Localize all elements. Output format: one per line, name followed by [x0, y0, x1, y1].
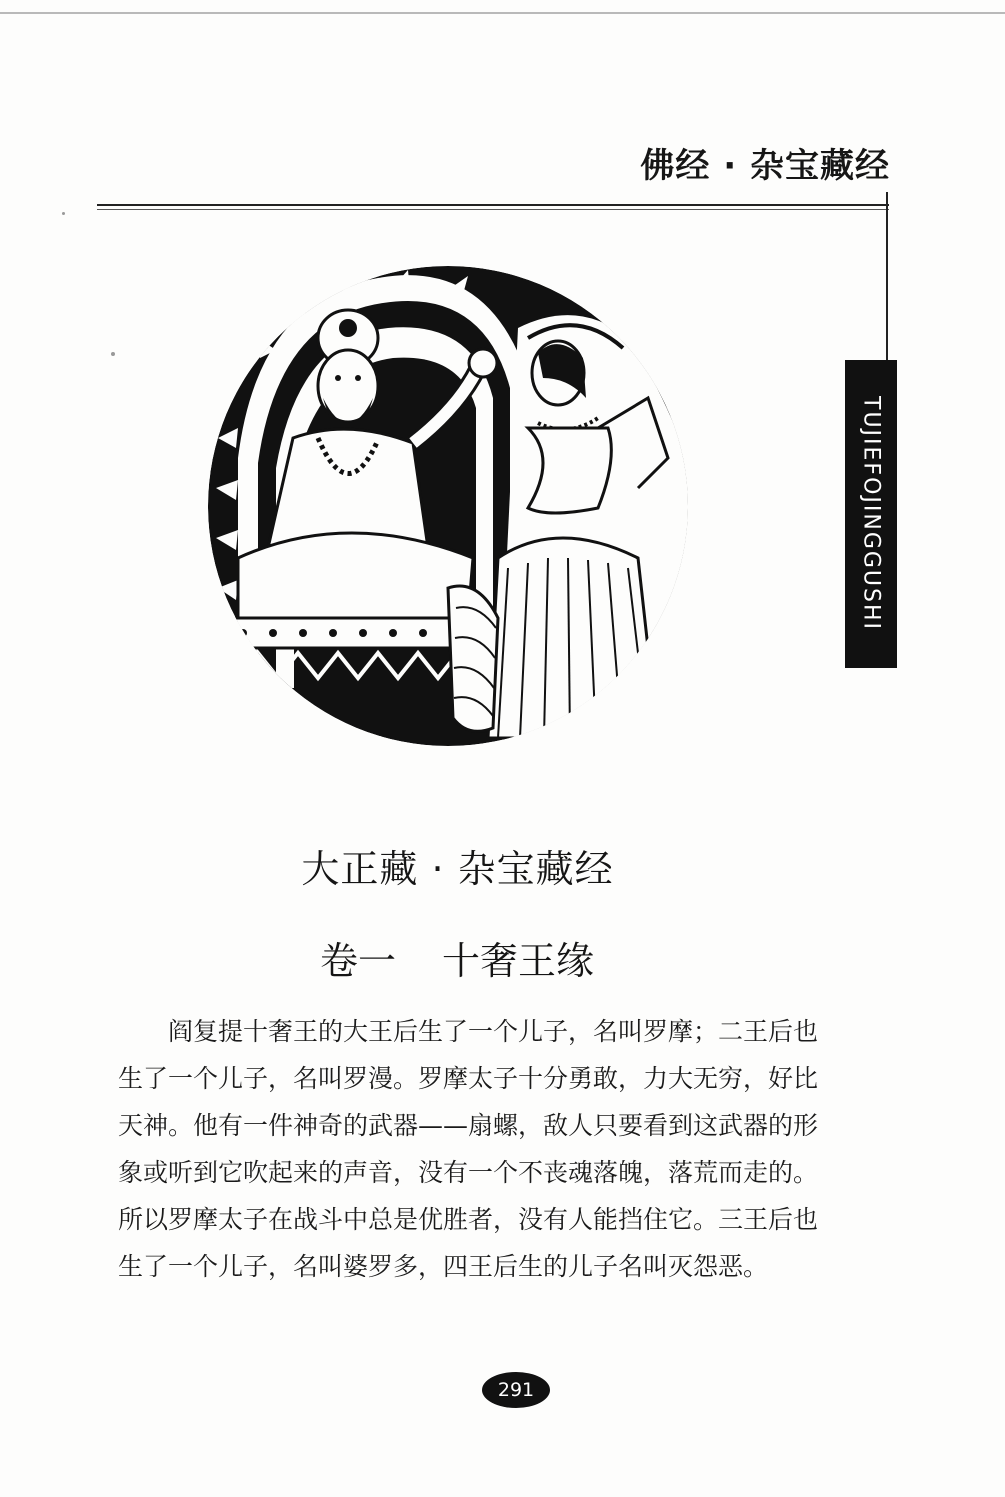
buddhist-woodcut-illustration-icon: [198, 258, 708, 758]
body-paragraph: 阎复提十奢王的大王后生了一个儿子，名叫罗摩；二王后也生了一个儿子，名叫罗漫。罗摩太子十分勇敢，力大无穷，好比天神。他有一件神奇的武器——扇螺，敌人只要看到这武器的形象或听到它吹起来的声音，没有一个不丧魂落魄，落荒而走的。所以罗摩太子在战斗中总是优胜者，没有人能挡住它。三王后也生了一个儿子，名叫婆罗多，四王后生的儿子名叫灭怨恶。: [118, 1017, 819, 1281]
page-number-badge: 291: [482, 1372, 550, 1408]
header-rule-thick: [97, 204, 889, 206]
document-title: 大正藏 · 杂宝藏经: [301, 847, 614, 891]
running-header-title: 佛经 · 杂宝藏经: [640, 146, 890, 186]
scan-speck: [62, 212, 65, 215]
top-edge-rule: [0, 12, 1005, 14]
side-tab: [845, 360, 897, 668]
chapter-number: 卷一: [320, 939, 397, 983]
header-rule-thin: [97, 209, 889, 210]
chapter-name: 十奢王缘: [442, 939, 595, 983]
header-rule-vertical: [886, 192, 888, 368]
scan-speck: [111, 352, 115, 356]
side-tab-label: TUJIEFOJINGGUSHI: [858, 396, 884, 632]
chapter-heading: [320, 930, 640, 985]
